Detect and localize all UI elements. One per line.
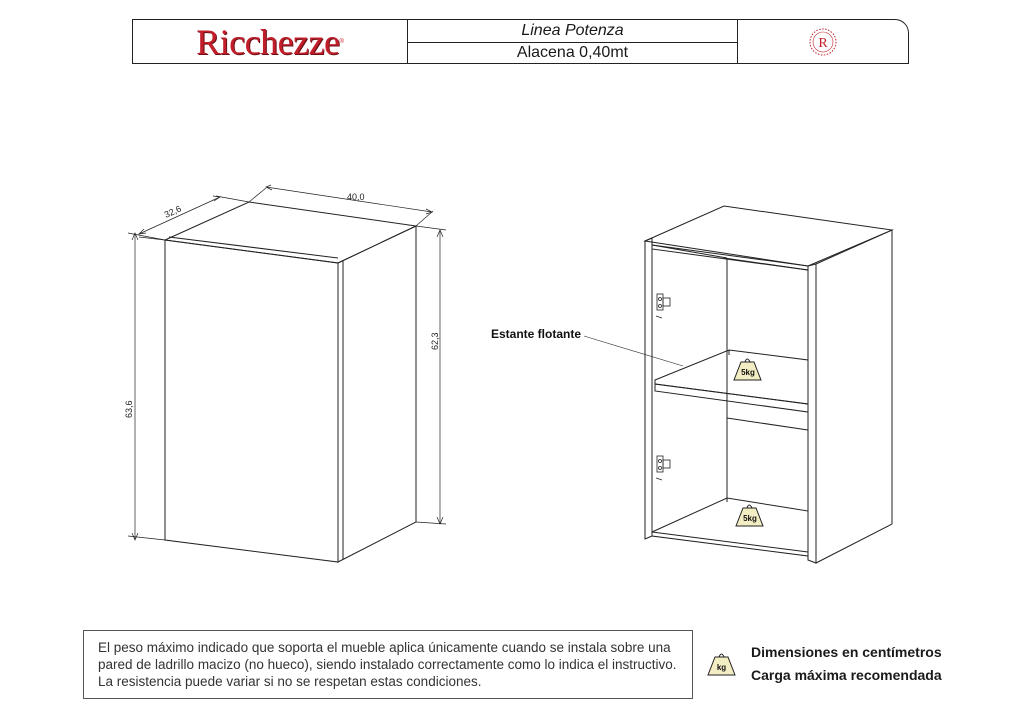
depth-label: 32,6 xyxy=(162,203,183,220)
right-panel-edge xyxy=(808,264,816,563)
brand-name: Ricchezze xyxy=(196,21,340,62)
shelf-weight-tag xyxy=(734,359,761,380)
left-panel-edge xyxy=(645,238,652,539)
lower-hinge-icon xyxy=(656,456,670,480)
shelf-weight-label: 5kg xyxy=(741,368,755,377)
cabinet-top xyxy=(162,202,416,263)
bottom-weight-tag xyxy=(736,505,763,526)
bottom-weight-label: 5kg xyxy=(743,514,757,523)
body-height-label: 62,3 xyxy=(430,332,440,350)
bottom-panel xyxy=(652,498,808,556)
open-top xyxy=(645,206,892,266)
cabinet-door xyxy=(165,240,338,562)
product-line: Linea Potenza xyxy=(408,20,737,43)
product-name: Alacena 0,40mt xyxy=(516,44,629,61)
legend xyxy=(706,641,1006,687)
total-height-dimension xyxy=(128,233,165,540)
max-load-label: Carga máxima recomendada xyxy=(751,667,942,683)
total-height-label: 63,6 xyxy=(124,400,134,418)
trademark-mark: ® xyxy=(339,38,344,45)
floating-shelf xyxy=(655,350,808,404)
weight-icon xyxy=(706,651,738,677)
callout-leader xyxy=(584,336,683,366)
load-disclaimer: El peso máximo indicado que soporta el mueble aplica únicamente cuando se instala sobre una pared de ladrillo macizo (no hueco), siendo instalado correctamente como lo indica el instructivo. La resistencia puede variar si no se respetan estas condiciones. xyxy=(83,630,693,699)
dimensions-unit-label: Dimensiones en centímetros xyxy=(751,644,942,660)
weight-icon-label: kg xyxy=(716,663,727,672)
width-label: 40,0 xyxy=(347,192,365,202)
open-side xyxy=(816,230,892,563)
seal-letter: R xyxy=(818,35,828,51)
open-cabinet xyxy=(645,206,892,563)
cabinet-side xyxy=(338,226,416,562)
floating-shelf-callout: Estante flotante xyxy=(491,327,582,341)
closed-cabinet xyxy=(162,202,416,562)
body-height-dimension xyxy=(416,226,446,524)
depth-dimension xyxy=(139,196,249,240)
upper-hinge-icon xyxy=(656,294,670,318)
